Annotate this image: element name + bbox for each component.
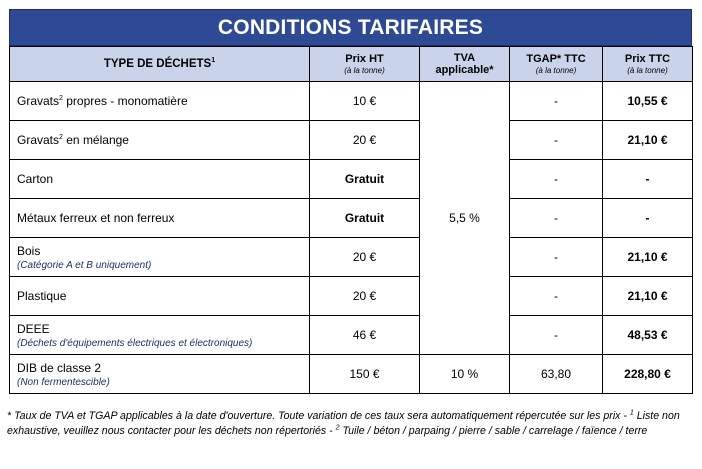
header-tva: TVA applicable*	[420, 47, 510, 82]
tgap-cell: 63,80	[510, 355, 603, 394]
waste-type-label: Gravats	[17, 133, 60, 147]
tgap-cell: -	[510, 316, 603, 355]
tgap-cell: -	[510, 82, 603, 121]
prix-ht-cell: 20 €	[310, 277, 420, 316]
prix-ht-cell: 46 €	[310, 316, 420, 355]
waste-type-cell	[10, 238, 310, 277]
prix-ht-cell: Gratuit	[310, 199, 420, 238]
prix-ttc-cell: 21,10 €	[603, 121, 693, 160]
tgap-cell: -	[510, 199, 603, 238]
header-prix-ttc: Prix TTC (à la tonne)	[603, 47, 693, 82]
tva-cell: 5,5 %	[420, 82, 510, 355]
table-row	[10, 121, 693, 160]
tariff-table	[9, 46, 693, 394]
table-header-row	[10, 47, 693, 82]
waste-type-label: DIB de classe 2	[17, 360, 102, 375]
waste-type-label: Bois	[17, 243, 41, 258]
waste-type-label: Carton	[17, 172, 54, 186]
tgap-cell: -	[510, 160, 603, 199]
prix-ht-cell: 10 €	[310, 82, 420, 121]
table-row	[10, 199, 693, 238]
waste-type-cell	[10, 121, 310, 160]
waste-type-cell	[10, 160, 310, 199]
prix-ht-cell: 20 €	[310, 121, 420, 160]
table-body	[10, 82, 693, 394]
waste-type-cell	[10, 277, 310, 316]
waste-type-note: (Déchets d'équipements électriques et électroniques)	[17, 337, 253, 349]
footnote-ref: 2	[59, 134, 63, 141]
header-type: TYPE DE DÉCHETS$^1$	[10, 47, 310, 82]
waste-type-label: Métaux ferreux et non ferreux	[17, 211, 175, 225]
prix-ttc-cell: 21,10 €	[603, 277, 693, 316]
table-row	[10, 355, 693, 394]
footnote: * Taux de TVA et TGAP applicables à la date d'ouverture. Toute variation de ces taux sera automatiquement répercutée sur les prix - $^1$ Liste non exhaustive, veuillez nous contacter pour les déchets non répertoriés - $^2$ Tuile / béton / parpaing / pierre / sable / carrelage / faïence / terre	[7, 409, 680, 437]
table-row	[10, 316, 693, 355]
waste-type-cell	[10, 355, 310, 394]
table-row	[10, 238, 693, 277]
prix-ttc-cell: -	[603, 160, 693, 199]
prix-ttc-cell: 228,80 €	[603, 355, 693, 394]
footnote-ref: 2	[59, 95, 63, 102]
page-title: CONDITIONS TARIFAIRES	[9, 9, 692, 46]
tgap-cell: -	[510, 121, 603, 160]
waste-type-cell	[10, 82, 310, 121]
header-prix-ht: Prix HT (à la tonne)	[310, 47, 420, 82]
waste-type-label: Plastique	[17, 289, 67, 303]
waste-type-label-rest: propres - monomatière	[62, 94, 188, 108]
prix-ttc-cell: -	[603, 199, 693, 238]
prix-ht-cell: 150 €	[310, 355, 420, 394]
prix-ttc-cell: 48,53 €	[603, 316, 693, 355]
tgap-cell: -	[510, 238, 603, 277]
table-row	[10, 82, 693, 121]
header-tgap: TGAP* TTC (à la tonne)	[510, 47, 603, 82]
waste-type-label-rest: en mélange	[62, 133, 129, 147]
tva-cell: 10 %	[420, 355, 510, 394]
waste-type-label: DEEE	[17, 321, 50, 336]
table-row	[10, 160, 693, 199]
waste-type-note: (Catégorie A et B uniquement)	[17, 259, 152, 271]
prix-ht-cell: 20 €	[310, 238, 420, 277]
tgap-cell: -	[510, 277, 603, 316]
waste-type-label: Gravats	[17, 94, 60, 108]
prix-ttc-cell: 21,10 €	[603, 238, 693, 277]
table-row	[10, 277, 693, 316]
prix-ht-cell: Gratuit	[310, 160, 420, 199]
tariff-table-container	[9, 9, 692, 394]
waste-type-cell	[10, 199, 310, 238]
waste-type-note: (Non fermentescible)	[17, 376, 110, 388]
waste-type-cell	[10, 316, 310, 355]
prix-ttc-cell: 10,55 €	[603, 82, 693, 121]
